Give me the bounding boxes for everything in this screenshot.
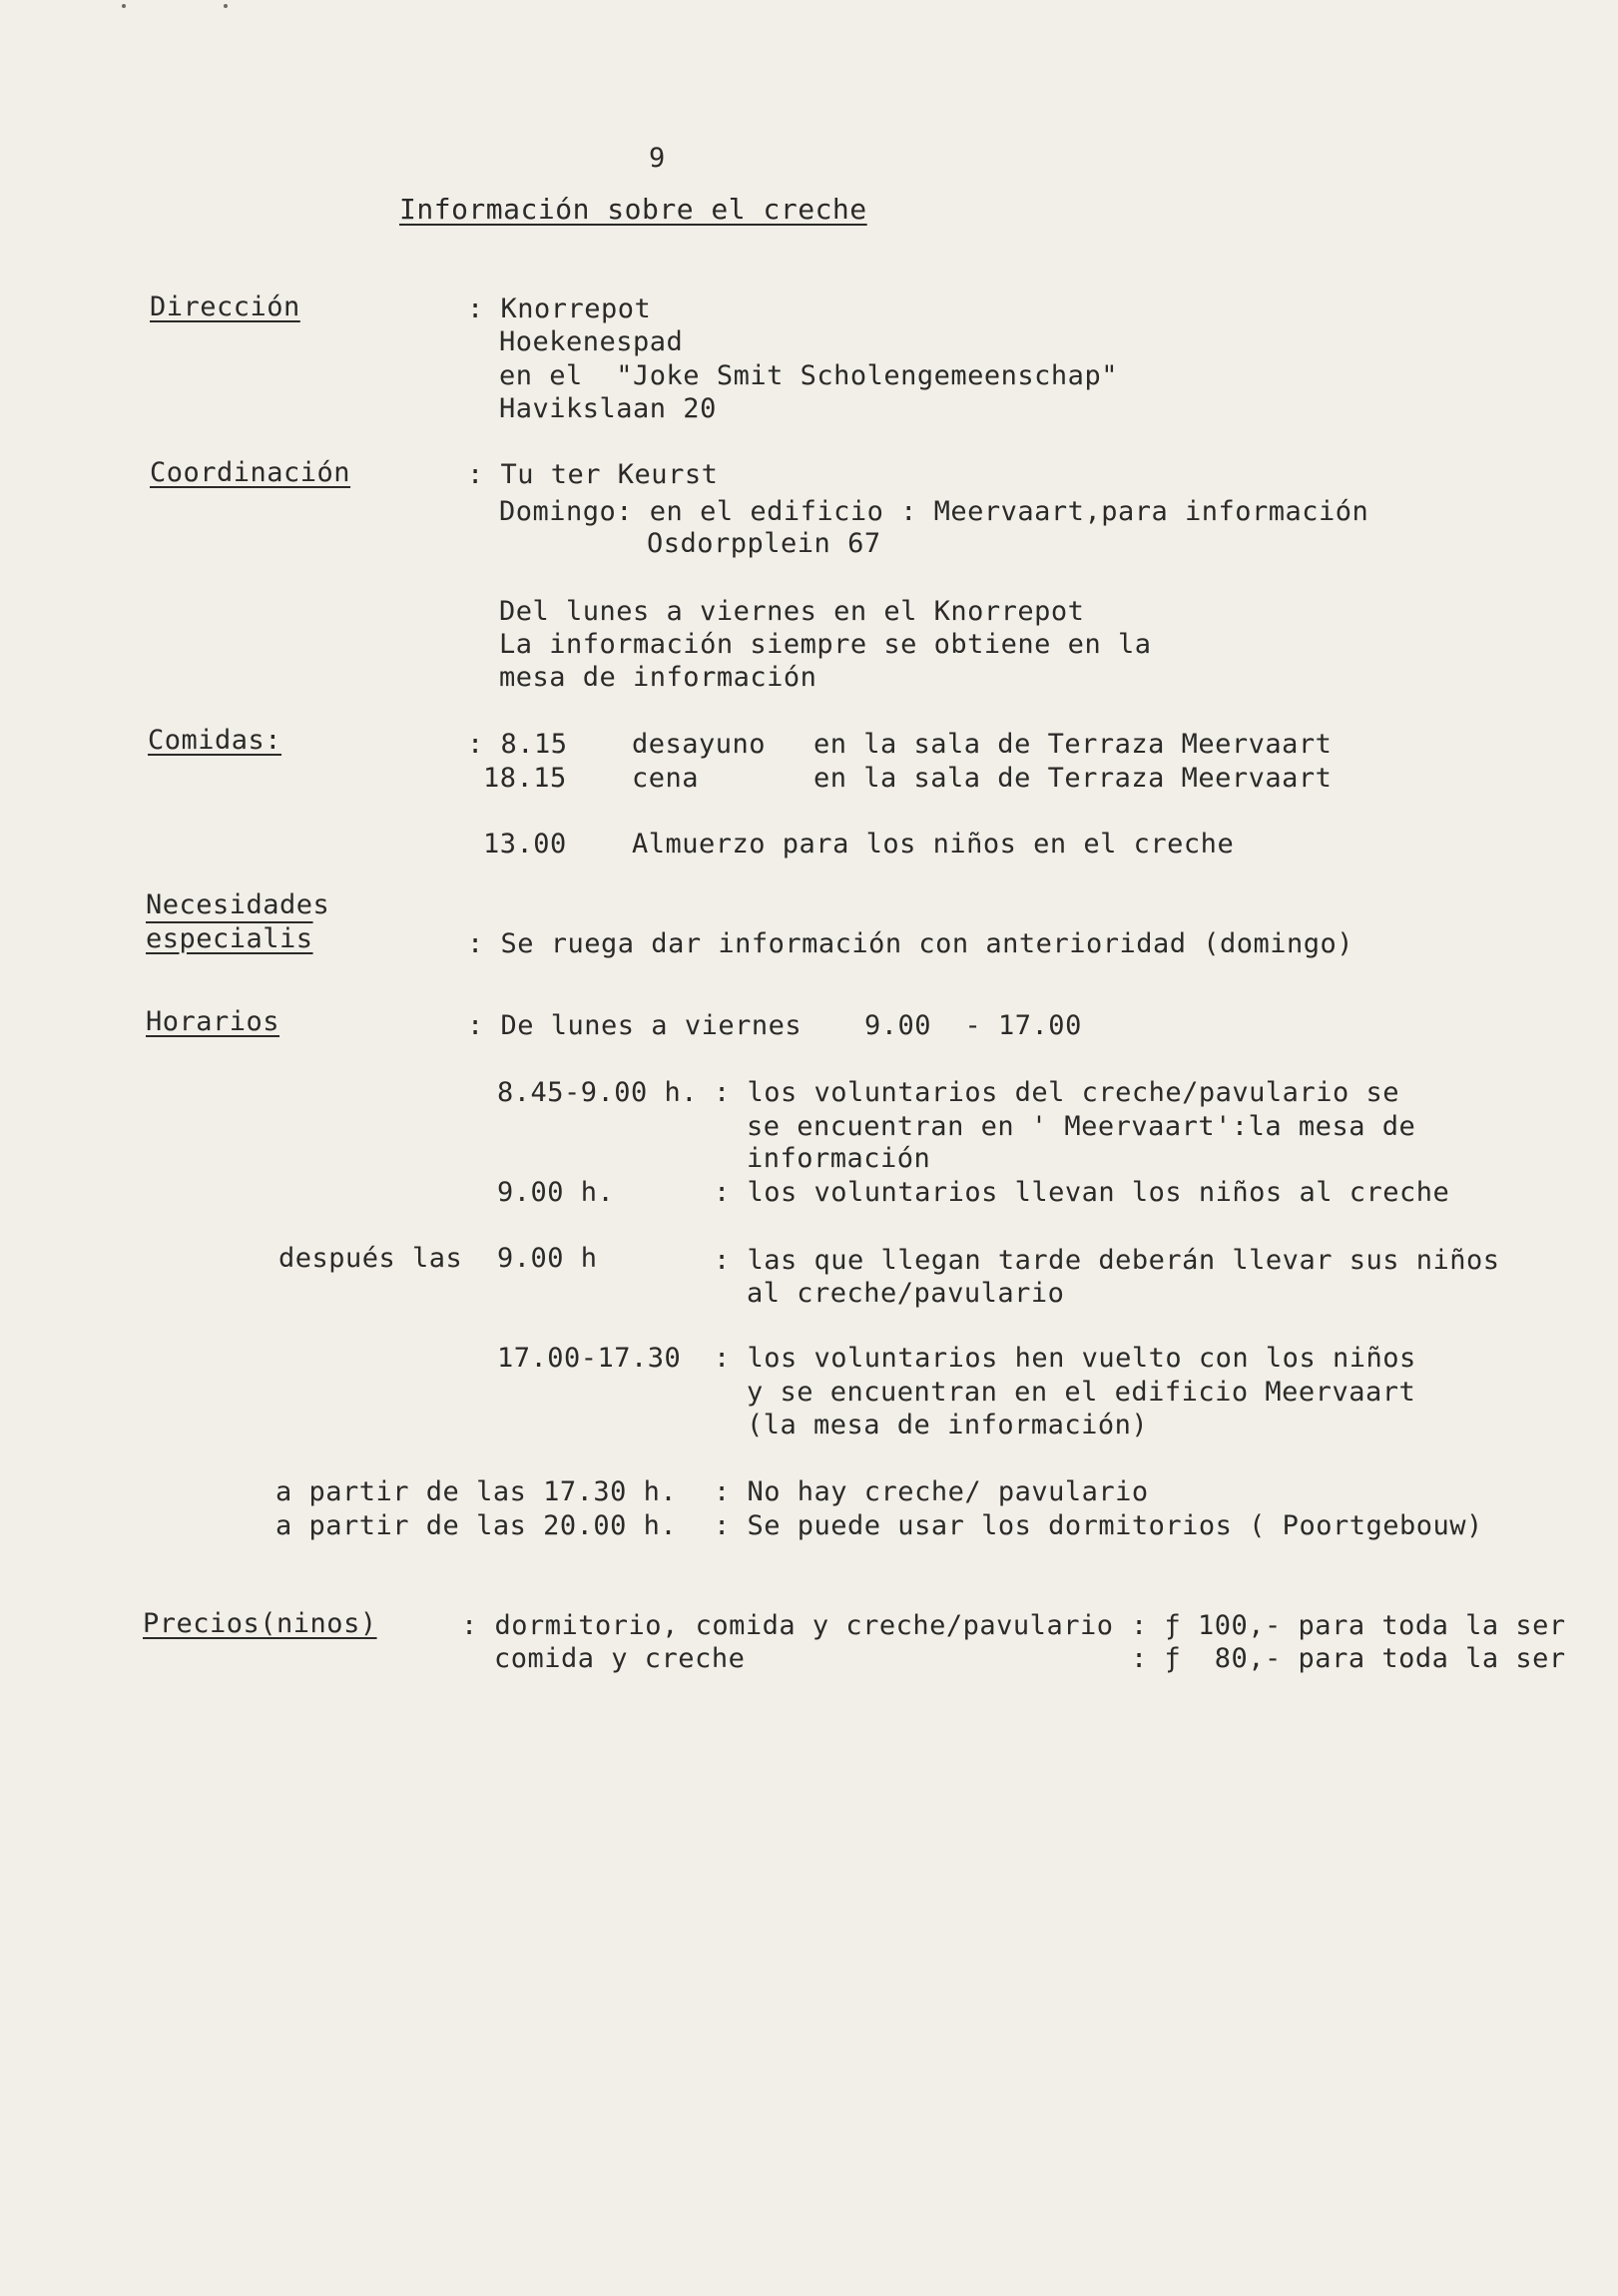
precios-desc: : dormitorio, comida y creche/pavulario xyxy=(461,1610,1114,1641)
horarios-time: 17.00-17.30 xyxy=(497,1343,682,1374)
label-comidas: Comidas: xyxy=(148,725,282,756)
coordinacion-line: Domingo: en el edificio : Meervaart,para información xyxy=(499,496,1369,527)
direccion-line: Havikslaan 20 xyxy=(499,393,717,424)
horarios-desc: información xyxy=(747,1143,931,1174)
necesidades-text: : Se ruega dar información con anterioridad (domingo) xyxy=(467,928,1354,959)
horarios-desc: : las que llegan tarde deberán llevar sus niños xyxy=(714,1245,1500,1276)
precios-price: : ƒ 100,- para toda la ser xyxy=(1131,1610,1566,1641)
comidas-time: 18.15 xyxy=(483,763,567,794)
horarios-prefix: después las xyxy=(278,1243,463,1274)
comidas-meal: desayuno xyxy=(632,729,767,760)
horarios-first-time: 9.00 - 17.00 xyxy=(864,1010,1082,1041)
horarios-desc: : los voluntarios hen vuelto con los niños xyxy=(714,1343,1416,1374)
comidas-meal: Almuerzo para los niños en el creche xyxy=(632,829,1235,860)
horarios-prefix: a partir de las 20.00 h. xyxy=(275,1510,678,1541)
horarios-first: : De lunes a viernes xyxy=(467,1010,803,1041)
coordinacion-line: : Tu ter Keurst xyxy=(467,459,719,490)
label-precios: Precios(ninos) xyxy=(143,1608,377,1639)
precios-price: : ƒ 80,- para toda la ser xyxy=(1131,1643,1566,1674)
horarios-time: 9.00 h xyxy=(497,1243,598,1274)
comidas-time: : 8.15 xyxy=(467,729,568,760)
horarios-desc: : los voluntarios del creche/pavulario se xyxy=(714,1077,1399,1108)
label-horarios: Horarios xyxy=(146,1006,280,1037)
horarios-desc: al creche/pavulario xyxy=(747,1278,1065,1309)
speck-mark xyxy=(224,4,228,8)
horarios-time: 9.00 h. xyxy=(497,1177,615,1208)
horarios-prefix: a partir de las 17.30 h. xyxy=(275,1476,678,1507)
horarios-desc: : los voluntarios llevan los niños al creche xyxy=(714,1177,1450,1208)
horarios-desc: (la mesa de información) xyxy=(747,1410,1149,1440)
coordinacion-note: Del lunes a viernes en el Knorrepot xyxy=(499,596,1085,627)
page-title: Información sobre el creche xyxy=(399,193,867,226)
precios-desc: comida y creche xyxy=(494,1643,746,1674)
horarios-desc: : Se puede usar los dormitorios ( Poortgebouw) xyxy=(714,1510,1483,1541)
horarios-desc: : No hay creche/ pavulario xyxy=(714,1476,1149,1507)
comidas-place: en la sala de Terraza Meervaart xyxy=(813,729,1333,760)
page-number: 9 xyxy=(649,143,666,174)
comidas-meal: cena xyxy=(632,763,700,794)
horarios-desc: se encuentran en ' Meervaart':la mesa de xyxy=(747,1111,1416,1142)
label-coordinacion: Coordinación xyxy=(150,457,351,488)
horarios-time: 8.45-9.00 h. xyxy=(497,1077,699,1108)
label-especialis: especialis xyxy=(146,923,313,954)
direccion-line: : Knorrepot xyxy=(467,293,652,324)
coordinacion-note: mesa de información xyxy=(499,662,817,693)
speck-mark xyxy=(122,4,126,8)
horarios-desc: y se encuentran en el edificio Meervaart xyxy=(747,1377,1416,1408)
label-direccion: Dirección xyxy=(150,291,300,322)
coordinacion-line: Osdorpplein 67 xyxy=(647,528,881,559)
direccion-line: Hoekenespad xyxy=(499,326,684,357)
coordinacion-note: La información siempre se obtiene en la xyxy=(499,629,1152,660)
label-necesidades: Necesidades xyxy=(146,889,330,920)
comidas-place: en la sala de Terraza Meervaart xyxy=(813,763,1333,794)
comidas-time: 13.00 xyxy=(483,829,567,860)
direccion-line: en el "Joke Smit Scholengemeenschap" xyxy=(499,360,1118,391)
